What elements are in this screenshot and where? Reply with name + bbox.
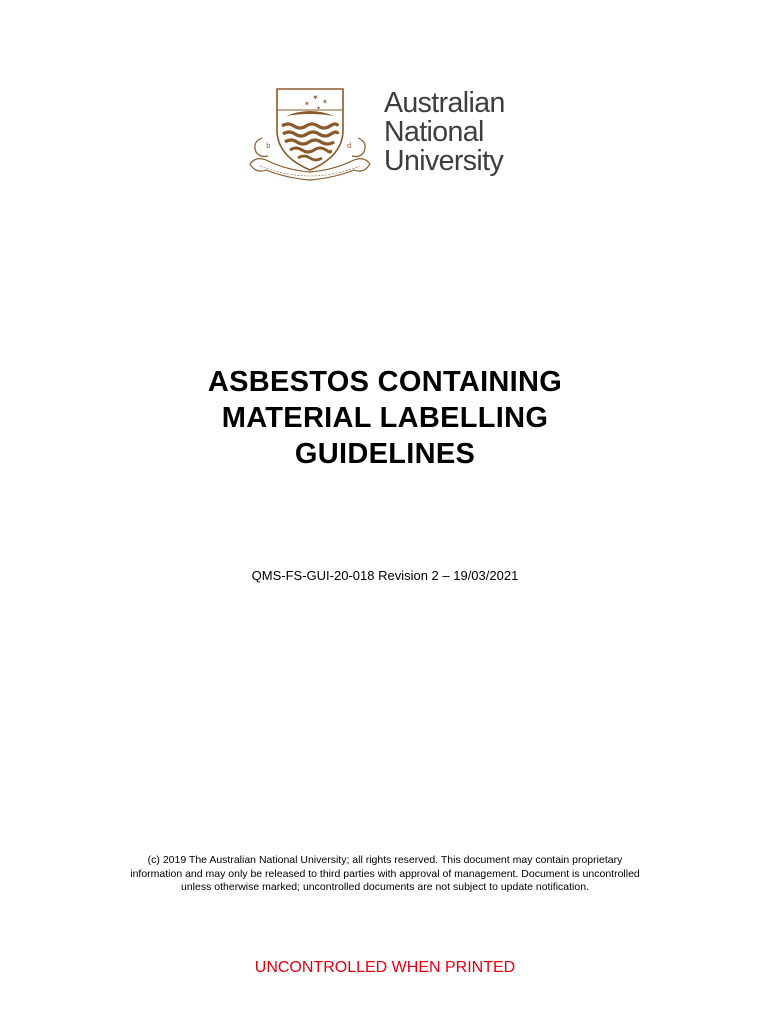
anu-logo bbox=[246, 86, 536, 181]
university-name bbox=[384, 89, 505, 176]
anu-crest-icon bbox=[246, 86, 374, 181]
copyright-line-1: (c) 2019 The Australian National University; all rights reserved. This document may contain proprietary bbox=[147, 854, 623, 866]
university-name-line-3: University bbox=[384, 145, 504, 177]
copyright-line-3: unless otherwise marked; uncontrolled documents are not subject to update notification. bbox=[181, 881, 589, 893]
svg-text:✶: ✶ bbox=[312, 93, 319, 102]
svg-text:✶: ✶ bbox=[304, 100, 310, 108]
svg-text:d: d bbox=[347, 142, 352, 150]
title-line-2: MATERIAL LABELLING bbox=[221, 402, 549, 434]
title-line-1: ASBESTOS CONTAINING bbox=[207, 366, 563, 398]
copyright-line-2: information and may only be released to third parties with approval of management. Document is uncontrolled bbox=[130, 867, 640, 880]
svg-text:b: b bbox=[266, 142, 271, 150]
document-reference: QMS-FS-GUI-20-018 Revision 2 – 19/03/2021 bbox=[251, 568, 519, 583]
university-name-line-1: Australian bbox=[384, 87, 505, 119]
uncontrolled-notice: UNCONTROLLED WHEN PRINTED bbox=[254, 959, 516, 976]
university-name-line-2: National bbox=[384, 116, 484, 148]
document-title bbox=[0, 364, 770, 472]
title-line-3: GUIDELINES bbox=[294, 438, 476, 470]
svg-text:✶: ✶ bbox=[316, 105, 322, 112]
copyright-notice bbox=[85, 854, 685, 895]
svg-text:✶: ✶ bbox=[322, 98, 328, 106]
